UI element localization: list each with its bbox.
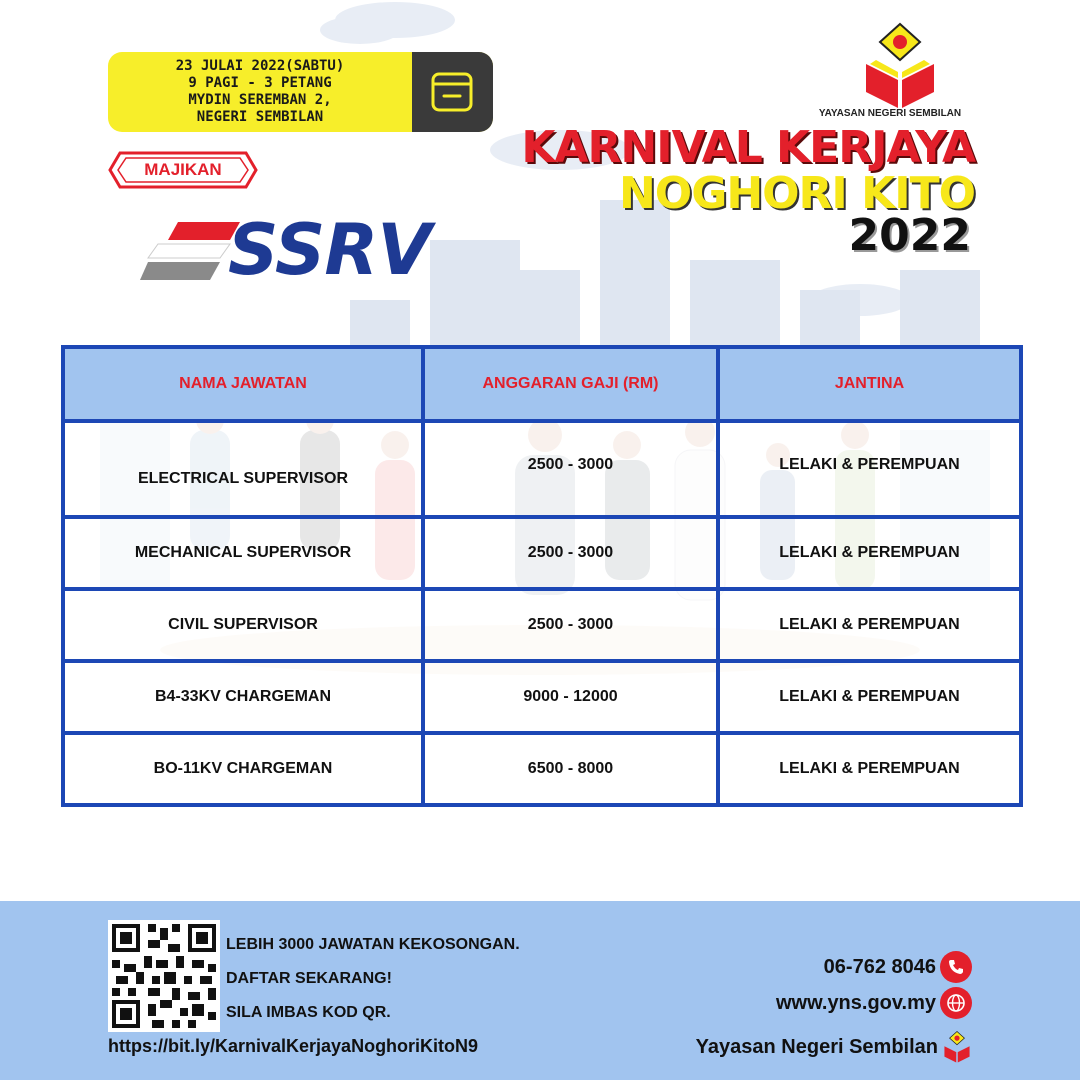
cell-jawatan: B4-33KV CHARGEMAN	[63, 661, 423, 733]
title-line1: KARNIVAL KERJAYA	[521, 122, 975, 173]
promo-text	[226, 928, 520, 1030]
cell-gaji: 2500 - 3000	[423, 517, 718, 589]
phone-icon	[940, 951, 972, 983]
cell-gaji: 6500 - 8000	[423, 733, 718, 805]
header-nama-jawatan: NAMA JAWATAN	[63, 347, 423, 421]
cell-gaji: 9000 - 12000	[423, 661, 718, 733]
org-name-footer: Yayasan Negeri Sembilan	[695, 1035, 938, 1058]
event-icon-box	[412, 52, 493, 132]
event-info-text	[108, 52, 412, 132]
phone-row	[620, 950, 972, 984]
cell-jawatan-text: ELECTRICAL SUPERVISOR	[137, 470, 349, 487]
cell-jawatan: MECHANICAL SUPERVISOR	[63, 517, 423, 589]
ssrv-logo-text: SSRV	[228, 209, 431, 291]
table-row	[63, 421, 1021, 517]
title-line3: 2022	[848, 210, 971, 261]
registration-link[interactable]: https://bit.ly/KarnivalKerjayaNoghoriKitoN9	[108, 1036, 479, 1056]
event-date: 23 JULAI 2022(SABTU)	[175, 58, 345, 74]
phone-number[interactable]: 06-762 8046	[823, 955, 936, 978]
table-header-row	[63, 347, 1021, 421]
promo-line3: SILA IMBAS KOD QR.	[226, 1004, 391, 1021]
cell-jantina-text: LELAKI & PEREMPUAN	[779, 456, 960, 473]
cell-jawatan	[63, 421, 423, 517]
org-row	[600, 1030, 974, 1064]
cell-gaji	[423, 421, 718, 517]
table-row	[63, 733, 1021, 805]
promo-line1: LEBIH 3000 JAWATAN KEKOSONGAN.	[226, 936, 520, 953]
table-row	[63, 589, 1021, 661]
event-venue-line2: NEGERI SEMBILAN	[196, 109, 324, 125]
header-anggaran-gaji: ANGGARAN GAJI (RM)	[423, 347, 718, 421]
title-line2: NOGHORI KITO	[618, 168, 975, 219]
cell-jantina	[718, 421, 1021, 517]
cell-gaji-text: 2500 - 3000	[527, 456, 614, 473]
cell-jantina: LELAKI & PEREMPUAN	[718, 589, 1021, 661]
header-jantina: JANTINA	[718, 347, 1021, 421]
cell-jantina: LELAKI & PEREMPUAN	[718, 661, 1021, 733]
table-row	[63, 517, 1021, 589]
job-table	[61, 345, 1023, 807]
yns-emblem-icon	[860, 20, 940, 112]
event-time: 9 PAGI - 3 PETANG	[188, 75, 332, 91]
website-row	[620, 986, 972, 1020]
cell-jawatan: CIVIL SUPERVISOR	[63, 589, 423, 661]
cell-jantina: LELAKI & PEREMPUAN	[718, 733, 1021, 805]
qr-code[interactable]	[108, 920, 220, 1032]
majikan-label: MAJIKAN	[144, 160, 222, 179]
website-link[interactable]: www.yns.gov.my	[775, 991, 936, 1014]
emblem-icon	[940, 1030, 974, 1064]
event-venue-line1: MYDIN SEREMBAN 2,	[188, 92, 332, 108]
org-name-top: YAYASAN NEGERI SEMBILAN	[818, 108, 962, 119]
globe-icon	[940, 987, 972, 1019]
cell-jawatan: BO-11KV CHARGEMAN	[63, 733, 423, 805]
promo-line2: DAFTAR SEKARANG!	[226, 970, 392, 987]
cell-gaji: 2500 - 3000	[423, 589, 718, 661]
calendar-icon	[412, 52, 493, 132]
cell-jantina: LELAKI & PEREMPUAN	[718, 517, 1021, 589]
table-row	[63, 661, 1021, 733]
